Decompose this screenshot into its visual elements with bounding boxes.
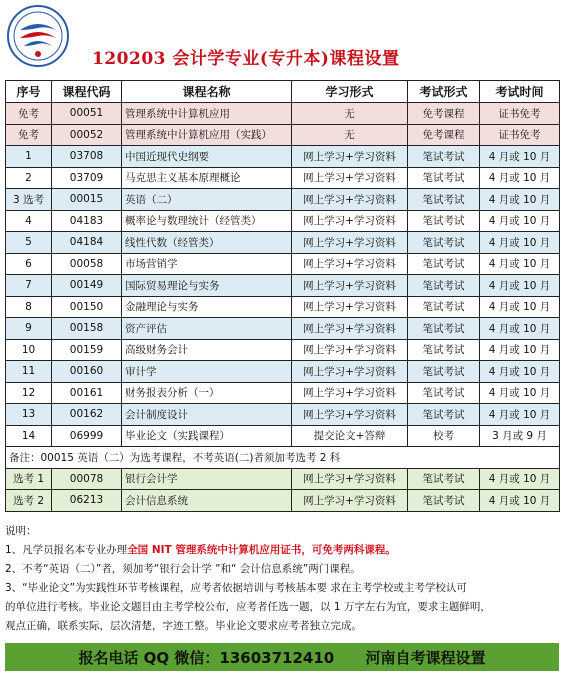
header-no: 序号: [6, 81, 52, 103]
cell-code: 03709: [52, 167, 122, 189]
table-row: [6, 339, 560, 361]
cell-time: 4 月或 10 月: [480, 146, 560, 168]
cell-no: 5: [6, 232, 52, 254]
cell-name: 高级财务会计: [122, 339, 292, 361]
table-row: [6, 232, 560, 254]
cell-study: 无: [292, 124, 408, 146]
cell-study: 网上学习+学习资料: [292, 296, 408, 318]
header-exam: 考试形式: [408, 81, 480, 103]
cell-exam: 校考: [408, 425, 480, 447]
cell-no: 选考 1: [6, 468, 52, 490]
banner-slogan: 河南自考课程设置: [365, 648, 486, 667]
cell-exam: 笔试考试: [408, 146, 480, 168]
cell-no: 2: [6, 167, 52, 189]
cell-name: 财务报表分析（一）: [122, 382, 292, 404]
cell-no: 1: [6, 146, 52, 168]
cell-exam: 笔试考试: [408, 232, 480, 254]
cell-exam: 笔试考试: [408, 468, 480, 490]
table-row: [6, 404, 560, 426]
cell-code: 03708: [52, 146, 122, 168]
cell-code: 00159: [52, 339, 122, 361]
cell-name: 银行会计学: [122, 468, 292, 490]
table-row: [6, 189, 560, 211]
cell-name: 概率论与数理统计（经管类）: [122, 210, 292, 232]
table-row: [6, 468, 560, 490]
cell-exam: 免考课程: [408, 103, 480, 125]
cell-exam: 免考课程: [408, 124, 480, 146]
table-row: [6, 124, 560, 146]
cell-no: 6: [6, 253, 52, 275]
cell-code: 00149: [52, 275, 122, 297]
cell-exam: 笔试考试: [408, 275, 480, 297]
cell-time: 4 月或 10 月: [480, 468, 560, 490]
cell-name: 马克思主义基本原理概论: [122, 167, 292, 189]
cell-time: 4 月或 10 月: [480, 189, 560, 211]
cell-code: 00158: [52, 318, 122, 340]
cell-name: 毕业论文（实践课程）: [122, 425, 292, 447]
note-1-highlight: 全国 NIT 管理系统中计算机应用证书，可免考两科课程。: [127, 544, 396, 556]
cell-time: 4 月或 10 月: [480, 275, 560, 297]
cell-name: 线性代数（经管类）: [122, 232, 292, 254]
note-1: [5, 541, 559, 560]
table-row: [6, 490, 560, 512]
cell-code: 00058: [52, 253, 122, 275]
header-name: 课程名称: [122, 81, 292, 103]
table-row: [6, 275, 560, 297]
course-table: [5, 80, 560, 512]
cell-name: 市场营销学: [122, 253, 292, 275]
table-note-row: [6, 447, 560, 469]
note-3-line-2: 的单位进行考核。毕业论文题目由主考学校公布，应考者任选一题，以 1 万字左右为宜，要求主题鲜明，: [5, 601, 491, 613]
cell-time: 4 月或 10 月: [480, 382, 560, 404]
cell-time: 4 月或 10 月: [480, 490, 560, 512]
cell-time: 4 月或 10 月: [480, 404, 560, 426]
cell-study: 网上学习+学习资料: [292, 275, 408, 297]
cell-exam: 笔试考试: [408, 167, 480, 189]
cell-study: 无: [292, 103, 408, 125]
cell-no: 8: [6, 296, 52, 318]
cell-exam: 笔试考试: [408, 382, 480, 404]
table-row: [6, 382, 560, 404]
cell-no: 10: [6, 339, 52, 361]
cell-code: 00150: [52, 296, 122, 318]
cell-study: 网上学习+学习资料: [292, 490, 408, 512]
cell-code: 04183: [52, 210, 122, 232]
cell-code: 04184: [52, 232, 122, 254]
table-row: [6, 146, 560, 168]
cell-name: 资产评估: [122, 318, 292, 340]
cell-name: 管理系统中计算机应用（实践）: [122, 124, 292, 146]
note-2: 2、不考“英语（二）”者，须加考“银行会计学 ”和“ 会计信息系统”两门课程。: [5, 563, 361, 575]
cell-no: 3 选考: [6, 189, 52, 211]
cell-study: 网上学习+学习资料: [292, 404, 408, 426]
cell-study: 网上学习+学习资料: [292, 339, 408, 361]
table-row: [6, 425, 560, 447]
cell-name: 审计学: [122, 361, 292, 383]
cell-no: 11: [6, 361, 52, 383]
cell-time: 4 月或 10 月: [480, 167, 560, 189]
cell-no: 13: [6, 404, 52, 426]
table-row: [6, 296, 560, 318]
cell-exam: 笔试考试: [408, 189, 480, 211]
cell-study: 网上学习+学习资料: [292, 253, 408, 275]
cell-time: 4 月或 10 月: [480, 318, 560, 340]
cell-study: 提交论文+答辩: [292, 425, 408, 447]
cell-code: 00078: [52, 468, 122, 490]
cell-study: 网上学习+学习资料: [292, 361, 408, 383]
cell-code: 06213: [52, 490, 122, 512]
cell-name: 国际贸易理论与实务: [122, 275, 292, 297]
cell-study: 网上学习+学习资料: [292, 146, 408, 168]
table-row: [6, 210, 560, 232]
note-1-text: 1、凡学员报名本专业办理: [5, 544, 128, 556]
cell-code: 00015: [52, 189, 122, 211]
cell-no: 9: [6, 318, 52, 340]
cell-exam: 笔试考试: [408, 339, 480, 361]
cell-time: 4 月或 10 月: [480, 296, 560, 318]
cell-time: 4 月或 10 月: [480, 232, 560, 254]
cell-no: 12: [6, 382, 52, 404]
page-title: 120203 会计学专业(专升本)课程设置: [92, 49, 400, 69]
cell-no: 14: [6, 425, 52, 447]
header-time: 考试时间: [480, 81, 560, 103]
cell-no: 选考 2: [6, 490, 52, 512]
cell-time: 4 月或 10 月: [480, 253, 560, 275]
cell-exam: 笔试考试: [408, 404, 480, 426]
cell-exam: 笔试考试: [408, 361, 480, 383]
table-row: [6, 318, 560, 340]
header-code: 课程代码: [52, 81, 122, 103]
cell-study: 网上学习+学习资料: [292, 232, 408, 254]
cell-study: 网上学习+学习资料: [292, 210, 408, 232]
contact-banner: [5, 643, 559, 671]
table-row: [6, 167, 560, 189]
cell-time: 证书免考: [480, 124, 560, 146]
cell-study: 网上学习+学习资料: [292, 189, 408, 211]
cell-name: 会计信息系统: [122, 490, 292, 512]
cell-time: 4 月或 10 月: [480, 210, 560, 232]
cell-study: 网上学习+学习资料: [292, 468, 408, 490]
cell-name: 金融理论与实务: [122, 296, 292, 318]
note-3-line-3: 观点正确，联系实际，层次清楚，字迹工整。毕业论文要求应考者独立完成。: [5, 620, 362, 632]
table-row: [6, 253, 560, 275]
cell-exam: 笔试考试: [408, 296, 480, 318]
cell-exam: 笔试考试: [408, 318, 480, 340]
cell-code: 00161: [52, 382, 122, 404]
cell-exam: 笔试考试: [408, 253, 480, 275]
cell-study: 网上学习+学习资料: [292, 167, 408, 189]
cell-code: 06999: [52, 425, 122, 447]
table-row: [6, 361, 560, 383]
notes-section: [5, 522, 559, 636]
cell-code: 00051: [52, 103, 122, 125]
cell-no: 7: [6, 275, 52, 297]
cell-code: 00160: [52, 361, 122, 383]
cell-name: 会计制度设计: [122, 404, 292, 426]
table-note: 备注：00015 英语（二）为选考课程，不考英语(二)者须加考选考 2 科: [6, 447, 560, 469]
note-3-line-1: 3、“毕业论文”为实践性环节考核课程，应考者依据培训与考核基本要 求在主考学校或主考学校认可: [5, 582, 467, 594]
university-emblem-icon: [6, 4, 70, 68]
table-header-row: [6, 81, 560, 103]
cell-no: 免考: [6, 103, 52, 125]
cell-no: 免考: [6, 124, 52, 146]
cell-exam: 笔试考试: [408, 210, 480, 232]
cell-study: 网上学习+学习资料: [292, 382, 408, 404]
cell-time: 4 月或 10 月: [480, 339, 560, 361]
cell-time: 4 月或 10 月: [480, 361, 560, 383]
cell-name: 中国近现代史纲要: [122, 146, 292, 168]
cell-exam: 笔试考试: [408, 490, 480, 512]
table-row: [6, 103, 560, 125]
cell-study: 网上学习+学习资料: [292, 318, 408, 340]
cell-no: 4: [6, 210, 52, 232]
header-study: 学习形式: [292, 81, 408, 103]
notes-heading: 说明：: [5, 525, 37, 537]
cell-time: 3 月或 9 月: [480, 425, 560, 447]
cell-code: 00162: [52, 404, 122, 426]
cell-name: 英语（二）: [122, 189, 292, 211]
cell-code: 00052: [52, 124, 122, 146]
cell-time: 证书免考: [480, 103, 560, 125]
contact-phone: 报名电话 QQ 微信：13603712410: [78, 648, 335, 667]
cell-name: 管理系统中计算机应用: [122, 103, 292, 125]
